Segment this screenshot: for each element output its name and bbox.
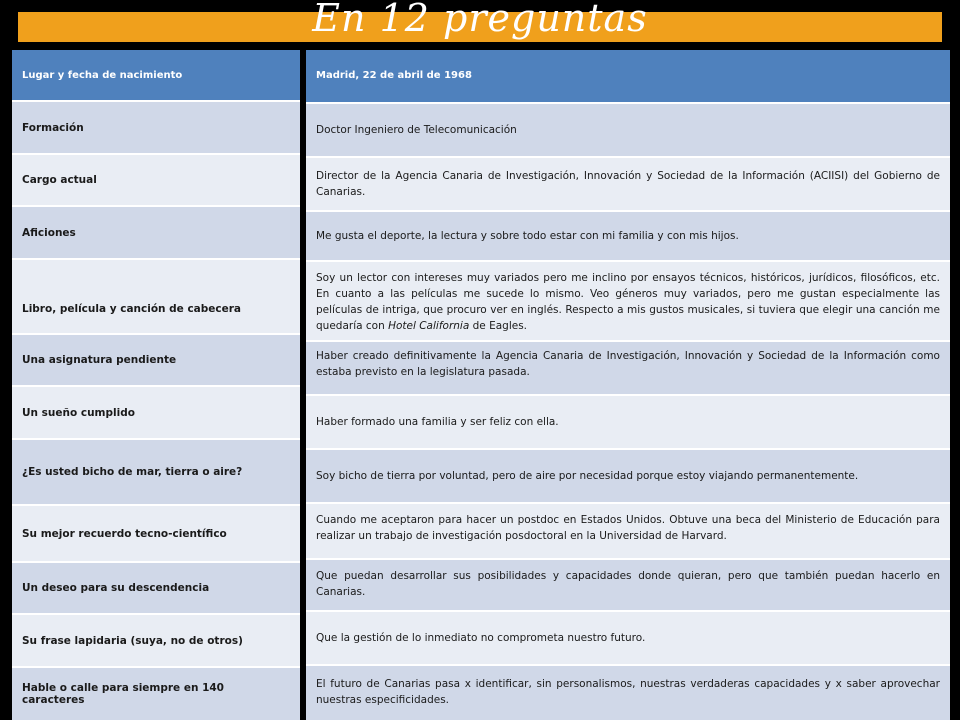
answer-cell [306, 342, 950, 396]
song-title: Hotel California [388, 320, 470, 332]
answer-text: Director de la Agencia Canaria de Investigación, Innovación y Sociedad de la Información (ACIISI) del Gobierno de Canarias. [316, 170, 940, 198]
answer-text-part: Soy un lector con intereses muy variados pero me inclino por ensayos técnicos, históricos, jurídicos, filosóficos, etc. En cuanto a las películas me sucede lo mismo. Veo géneros muy variados, pero me gustan especialmente las películas de intriga, que procuro ver en inglés. Respecto a mis gustos musicales, si tuviera que elegir una canción me quedaría con [316, 272, 940, 332]
answer-cell: Doctor Ingeniero de Telecomunicación [306, 104, 950, 158]
answers-column [306, 50, 950, 720]
answer-cell: Que la gestión de lo inmediato no comprometa nuestro futuro. [306, 612, 950, 666]
question-cell: Libro, película y canción de cabecera [12, 260, 300, 335]
answer-text: Cuando me aceptaron para hacer un postdoc en Estados Unidos. Obtuve una beca del Ministerio de Educación para realizar un trabajo de investigación posdoctoral en la Universidad de Harvard. [316, 514, 940, 542]
answer-cell [306, 158, 950, 212]
question-cell: Una asignatura pendiente [12, 335, 300, 387]
question-cell: Aficiones [12, 207, 300, 260]
answer-text: El futuro de Canarias pasa x identificar, sin personalismos, nuestras verdaderas capacidades y x saber aprovechar nuestras especificidades. [316, 678, 940, 706]
page-title: En 12 preguntas [312, 0, 648, 40]
answer-cell: Haber formado una familia y ser feliz con ella. [306, 396, 950, 450]
questions-column [12, 50, 300, 720]
question-cell: Lugar y fecha de nacimiento [12, 50, 300, 102]
answer-cell [306, 666, 950, 720]
answer-cell [306, 504, 950, 560]
question-cell: Formación [12, 102, 300, 155]
answer-text-part: de Eagles. [469, 320, 528, 332]
question-cell: Un sueño cumplido [12, 387, 300, 440]
question-cell: Su mejor recuerdo tecno-científico [12, 506, 300, 563]
question-cell: Su frase lapidaria (suya, no de otros) [12, 615, 300, 668]
answer-cell: Me gusta el deporte, la lectura y sobre todo estar con mi familia y con mis hijos. [306, 212, 950, 262]
question-cell: Hable o calle para siempre en 140 caracteres [12, 668, 300, 720]
question-cell: Cargo actual [12, 155, 300, 207]
answer-text: Haber creado definitivamente la Agencia Canaria de Investigación, Innovación y Sociedad de la Información como estaba previsto en la legislatura pasada. [316, 350, 940, 378]
answer-text [316, 270, 940, 334]
answer-cell: Madrid, 22 de abril de 1968 [306, 50, 950, 104]
answer-text: Que puedan desarrollar sus posibilidades y capacidades donde quieran, pero que también puedan hacerlo en Canarias. [316, 570, 940, 598]
answer-cell: Soy bicho de tierra por voluntad, pero de aire por necesidad porque estoy viajando permanentemente. [306, 450, 950, 504]
answer-cell [306, 262, 950, 342]
answer-cell [306, 560, 950, 612]
question-cell: ¿Es usted bicho de mar, tierra o aire? [12, 440, 300, 506]
question-cell: Un deseo para su descendencia [12, 563, 300, 615]
